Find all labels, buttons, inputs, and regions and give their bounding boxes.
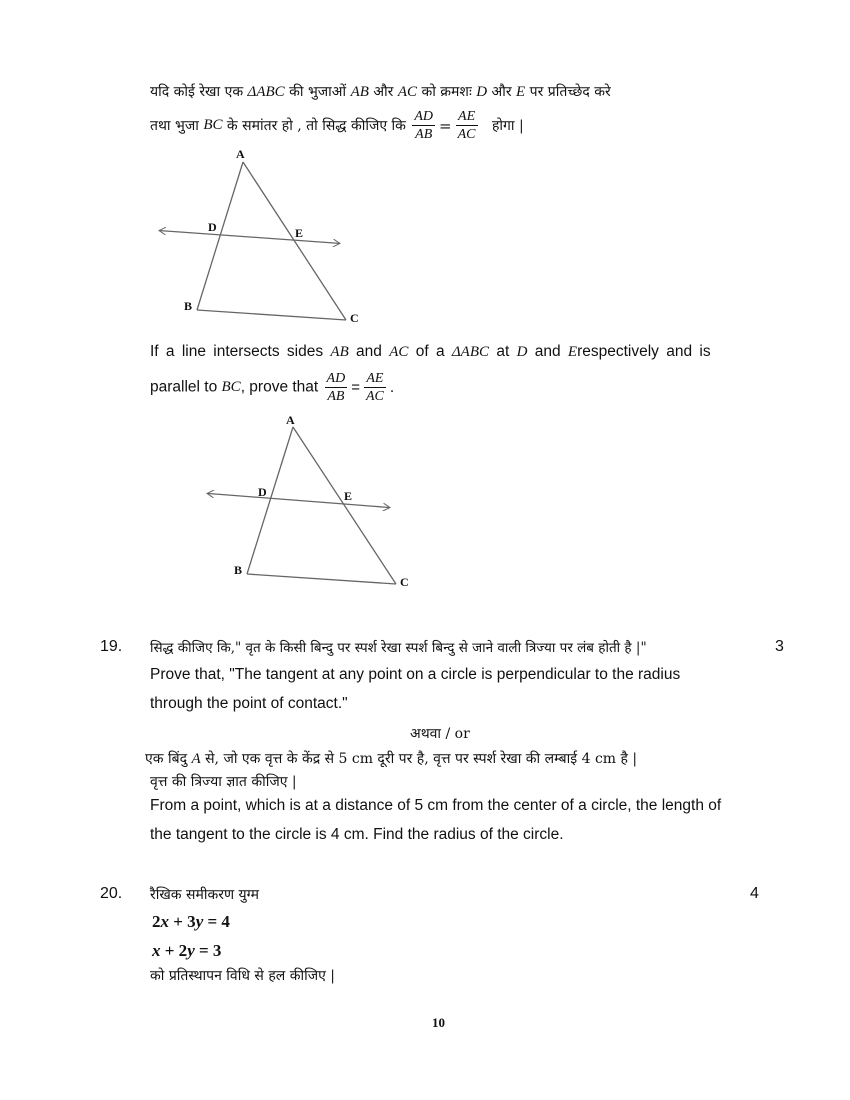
- math-triangle: ΔABC: [451, 344, 490, 360]
- question-number-20: 20.: [100, 885, 123, 902]
- numerator: AD: [414, 109, 434, 124]
- text: at: [489, 343, 517, 360]
- q18-hindi-line-1: [150, 82, 611, 101]
- variable-x: x: [160, 912, 169, 931]
- denominator: AB: [415, 127, 433, 142]
- q19-alt-hindi-line-1: [145, 749, 637, 768]
- vertex-label-c: C: [400, 575, 409, 589]
- math-ab: AB: [330, 344, 349, 360]
- math-ab: AB: [350, 84, 369, 100]
- numerator: AD: [326, 371, 346, 386]
- text: respectively and is: [577, 343, 711, 360]
- variable-y: y: [195, 912, 204, 931]
- fraction-ad-ab: [412, 108, 435, 143]
- math-bc: BC: [221, 379, 241, 395]
- q19-english-line-1: Prove that, "The tangent at any point on a circle is perpendicular to the radius: [150, 666, 681, 683]
- text: parallel to: [150, 378, 222, 396]
- point-label-e: E: [344, 489, 353, 503]
- rhs: = 4: [203, 912, 230, 931]
- math-bc: BC: [203, 117, 223, 133]
- fraction-ad-ab: [325, 370, 348, 405]
- q19-english-line-2: through the point of contact.": [150, 695, 348, 712]
- text: से, जो एक वृत्त के केंद्र से 5 cm दूरी पर है, वृत्त पर स्पर्श रेखा की लम्बाई 4 cm है |: [200, 751, 638, 767]
- text: के समांतर हो , तो सिद्ध कीजिए कि: [222, 118, 411, 134]
- equals-sign: =: [439, 116, 452, 135]
- coefficient: 2: [152, 912, 161, 931]
- text: होगा |: [491, 118, 524, 134]
- text: को क्रमशः: [417, 84, 477, 100]
- term: + 3: [169, 912, 196, 931]
- equation-2: [152, 941, 221, 961]
- text: of a: [408, 343, 452, 360]
- math-e: E: [516, 84, 526, 100]
- numerator: AE: [364, 370, 386, 388]
- term: + 2: [160, 941, 188, 960]
- vertex-label-b: B: [234, 563, 243, 577]
- text: , prove that: [240, 378, 323, 396]
- math-e: E: [567, 344, 578, 360]
- text: .: [389, 378, 395, 396]
- q19-alt-english-line-2: the tangent to the circle is 4 cm. Find the radius of the circle.: [150, 826, 564, 843]
- q20-hindi-instruction: को प्रतिस्थापन विधि से हल कीजिए |: [150, 968, 335, 984]
- vertex-label-c: C: [350, 311, 359, 325]
- variable-x: x: [152, 941, 161, 960]
- math-d: D: [516, 344, 528, 360]
- text: और: [368, 84, 398, 100]
- q19-alt-hindi-line-2: वृत्त की त्रिज्या ज्ञात कीजिए |: [150, 774, 297, 790]
- math-ac: AC: [389, 344, 409, 360]
- vertex-label-a: A: [286, 413, 295, 427]
- triangle-figure-1: [150, 145, 380, 335]
- denominator: AC: [365, 389, 384, 404]
- vertex-label-b: B: [184, 299, 193, 313]
- denominator: AC: [457, 127, 476, 142]
- text: and: [348, 343, 390, 360]
- triangle-figure-2: [200, 410, 420, 595]
- equals-sign: =: [351, 379, 360, 396]
- fraction-ae-ac: [364, 370, 386, 405]
- q20-marks: 4: [750, 885, 759, 902]
- question-number-19: 19.: [100, 638, 123, 655]
- text: और: [487, 84, 517, 100]
- or-separator: अथवा / or: [410, 726, 470, 742]
- text: पर प्रतिच्छेद करे: [525, 84, 611, 100]
- math-ac: AC: [397, 84, 418, 100]
- q20-hindi-heading: रैखिक समीकरण युग्म: [150, 887, 259, 903]
- text: एक बिंदु: [145, 751, 192, 767]
- q19-hindi-statement: सिद्ध कीजिए कि," वृत के किसी बिन्दु पर स्पर्श रेखा स्पर्श बिन्दु से जाने वाली त्रिज्या पर लंब होती है |": [150, 640, 647, 656]
- math-d: D: [476, 84, 488, 100]
- rhs: = 3: [194, 941, 222, 960]
- point-label-d: D: [208, 220, 217, 234]
- text: If a line intersects sides: [150, 343, 331, 360]
- math-point-a: A: [191, 751, 201, 767]
- text: की भुजाओं: [284, 84, 351, 100]
- q19-marks: 3: [775, 638, 784, 655]
- variable-y: y: [187, 941, 195, 960]
- math-triangle: ΔABC: [247, 84, 285, 100]
- numerator: AE: [456, 108, 478, 126]
- q18-english-line-1: [150, 343, 711, 361]
- fraction-ae-ac: [456, 108, 478, 143]
- point-label-d: D: [258, 485, 267, 499]
- text: तथा भुजा: [150, 118, 204, 134]
- vertex-label-a: A: [236, 147, 245, 161]
- text: यदि कोई रेखा एक: [150, 84, 248, 100]
- page-number: 10: [432, 1015, 445, 1030]
- q19-alt-english-line-1: From a point, which is at a distance of 5 cm from the center of a circle, the length of: [150, 797, 722, 814]
- q18-hindi-line-2: [150, 108, 524, 143]
- text: and: [527, 343, 568, 360]
- denominator: AB: [327, 389, 345, 404]
- point-label-e: E: [295, 226, 304, 240]
- q18-english-line-2: [150, 370, 394, 405]
- equation-1: [152, 912, 230, 932]
